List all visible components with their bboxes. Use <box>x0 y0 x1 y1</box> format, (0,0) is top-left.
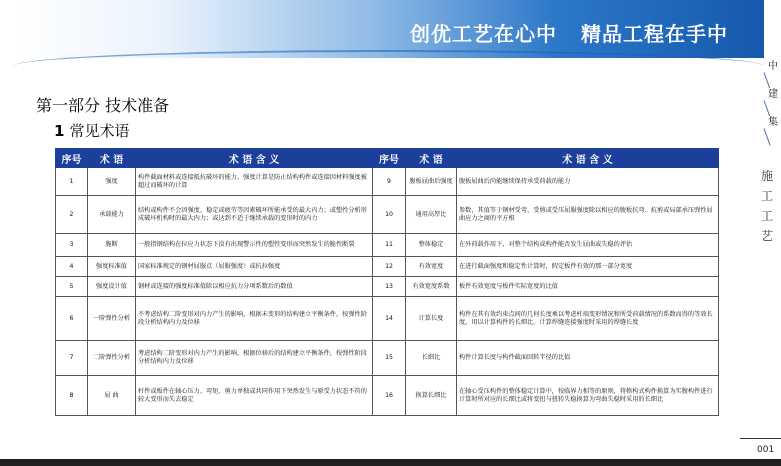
cell-definition: 杆件或板件在轴心压力、弯矩、剪力单独或共同作用下突然发生与原受力状态不符的较大变形而失去稳定 <box>136 376 373 416</box>
table-row <box>56 277 719 297</box>
footer-divider <box>740 438 781 439</box>
cell-no: 4 <box>56 257 88 277</box>
header-no: 序号 <box>373 149 406 168</box>
cell-term: 长细比 <box>406 341 457 376</box>
banner-curve <box>14 50 764 66</box>
cell-no: 3 <box>56 234 88 257</box>
header-term: 术 语 <box>88 149 136 168</box>
cell-definition: 不考虑结构二阶变形对内力产生的影响，根据未变形的结构建立平衡条件，按弹性阶段分析结构内力及位移 <box>136 297 373 341</box>
cell-term: 脆断 <box>88 234 136 257</box>
cell-definition: 构件在其有效约束点间的几何长度乘以考虑杆端变形情况和所受荷载情况的系数而得的等效长度，用以计算构件的长细比。计算焊缝连接强度时采用的焊缝长度 <box>457 297 719 341</box>
bottom-bar <box>0 459 781 466</box>
table-row <box>56 234 719 257</box>
cell-term: 有效宽度 <box>406 257 457 277</box>
cell-definition: 构件计算长度与构件截面回转半径的比值 <box>457 341 719 376</box>
table-row <box>56 196 719 234</box>
cell-no: 16 <box>373 376 406 416</box>
header-definition: 术 语 含 义 <box>136 149 373 168</box>
cell-no: 8 <box>56 376 88 416</box>
slogan-right: 精品工程在手中 <box>581 22 728 46</box>
cell-no: 6 <box>56 297 88 341</box>
cell-term: 二阶弹性分析 <box>88 341 136 376</box>
header-no: 序号 <box>56 149 88 168</box>
cell-no: 10 <box>373 196 406 234</box>
cell-term: 强度设计值 <box>88 277 136 297</box>
slogan <box>410 18 728 47</box>
cell-definition: 构件截面材料或连接抵抗破坏的能力。强度计算是防止结构构件或连接因材料强度被超过而破坏的计算 <box>136 168 373 196</box>
logo-char: 集 <box>768 117 778 128</box>
cell-term: 计算长度 <box>406 297 457 341</box>
company-logo-strip <box>766 60 781 155</box>
table-row <box>56 257 719 277</box>
vertical-char: 工 <box>760 209 773 223</box>
cell-term: 强度 <box>88 168 136 196</box>
header-banner <box>14 0 764 58</box>
cell-term: 屈 曲 <box>88 376 136 416</box>
cell-term: 换算长细比 <box>406 376 457 416</box>
table-row <box>56 168 719 196</box>
cell-no: 9 <box>373 168 406 196</box>
logo-char: 中 <box>768 61 778 72</box>
header-definition: 术 语 含 义 <box>457 149 719 168</box>
cell-no: 5 <box>56 277 88 297</box>
logo-char: 建 <box>768 89 778 100</box>
vertical-char: 艺 <box>760 229 773 243</box>
table-header-row <box>56 149 719 168</box>
strip-line <box>764 100 771 117</box>
cell-no: 15 <box>373 341 406 376</box>
table-row <box>56 341 719 376</box>
cell-definition: 一般指钢结构在拉应力状态下没有出现警示性的塑性变形而突然发生的脆性断裂 <box>136 234 373 257</box>
cell-no: 12 <box>373 257 406 277</box>
cell-definition: 在轴心受压构件的整体稳定计算中，按临界力相等的原则，将格构式构件换算为实腹构件进行计算时所对应的长细比或将变扭与扭转失稳换算为弯曲失稳时采用的长细比 <box>457 376 719 416</box>
cell-definition: 结构或构件不会因强度、稳定或疲劳等因素破坏所能承受的最大内力；或塑性分析形成破坏机构时的最大内力；或达到不适于继续承载的变形时的内力 <box>136 196 373 234</box>
cell-term: 强度标准值 <box>88 257 136 277</box>
cell-definition: 腹板屈曲后尚能继续保持承受荷载的能力 <box>457 168 719 196</box>
cell-term: 有效宽度系数 <box>406 277 457 297</box>
cell-definition: 国家标准规定的钢材屈服点（屈服强度）或抗拉强度 <box>136 257 373 277</box>
vertical-char: 工 <box>760 189 773 203</box>
cell-term: 承载能力 <box>88 196 136 234</box>
cell-term: 通用高厚比 <box>406 196 457 234</box>
slogan-left: 创优工艺在心中 <box>410 22 557 46</box>
page-number: 001 <box>757 445 775 455</box>
cell-no: 14 <box>373 297 406 341</box>
vertical-caption <box>759 166 775 246</box>
cell-term: 一阶弹性分析 <box>88 297 136 341</box>
strip-line <box>764 72 771 89</box>
terms-table <box>55 148 719 416</box>
cell-definition: 在外荷载作用下，对整个结构或构件能否发生屈曲或失稳的评估 <box>457 234 719 257</box>
cell-no: 11 <box>373 234 406 257</box>
cell-no: 2 <box>56 196 88 234</box>
cell-term: 腹板屈曲后强度 <box>406 168 457 196</box>
header-term: 术 语 <box>406 149 457 168</box>
cell-definition: 在进行截面强度和稳定性计算时，假定板件有效的那一部分宽度 <box>457 257 719 277</box>
cell-definition: 参数，其值等于钢材受弯、受剪或受压屈服强度除以相应的腹板抗弯、抗剪或局部承压弹性屈曲应力之商的平方根 <box>457 196 719 234</box>
cell-no: 1 <box>56 168 88 196</box>
cell-no: 13 <box>373 277 406 297</box>
subtitle <box>54 120 129 141</box>
subtitle-text: 常见术语 <box>69 122 130 140</box>
cell-no: 7 <box>56 341 88 376</box>
cell-definition: 考虑结构二阶变形对内力产生的影响，根据位移后的结构建立平衡条件，按弹性阶段分析结构内力及位移 <box>136 341 373 376</box>
section-title: 第一部分 技术准备 <box>36 96 170 115</box>
cell-definition: 板件有效宽度与板件实际宽度的比值 <box>457 277 719 297</box>
table-row <box>56 376 719 416</box>
strip-line <box>764 128 771 145</box>
cell-definition: 钢材或连接的强度标准值除以相应抗力分项系数后的数值 <box>136 277 373 297</box>
vertical-char: 施 <box>760 169 773 183</box>
subtitle-number: 1 <box>54 122 65 140</box>
cell-term: 整体稳定 <box>406 234 457 257</box>
table-row <box>56 297 719 341</box>
